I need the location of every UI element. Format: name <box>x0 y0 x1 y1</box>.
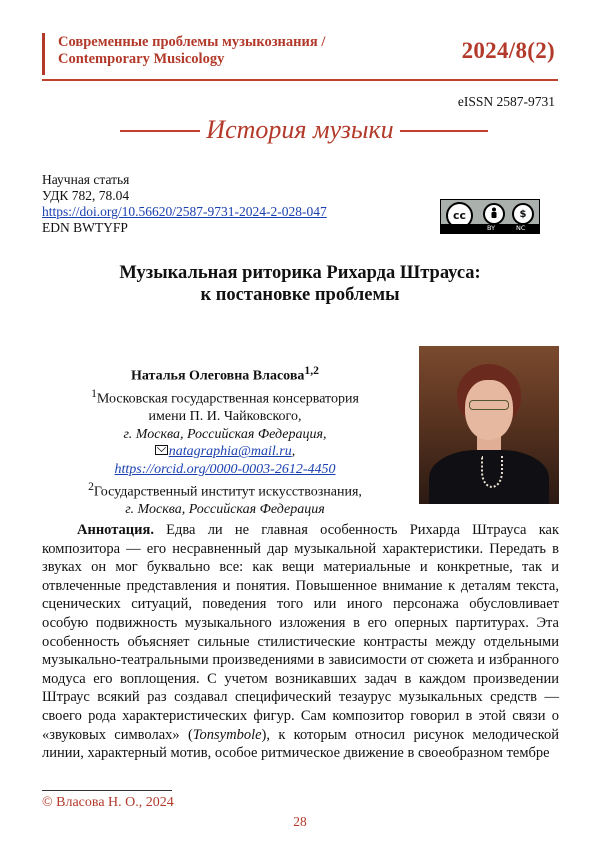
abstract-text-end: ), к которым относил рисунок мелодической линии, характерный мотив, особое ритмическое движение в своеобразном тембре <box>42 726 559 762</box>
abstract-text: Едва ли не главная особенность Рихарда Штрауса как композитора — его несравненный дар музыкальной характеристики. Передать в звуках он мог буквально все: как вещи материальные и конкретные, так и отвлеченные представления и понятия. Повышенное внимание к деталям текста, сценических ситуаций, поведения того или иного персонажа обусловливает особую подвижность музыкального изложения в его оперных партитурах. Эта особенность объясняет сильные стилистические контрасты между отдельными музыкально-театральными произведениями в зависимости от сюжета и избранного модуса его воплощения. С учетом возникавших задач в каждом произведении Штраус всякий раз создавал специфический тезаурус музыкальных средств — своего рода характеристических фигур. Сам композитор говорил в этой связи о «звуковых символах» ( <box>42 522 559 743</box>
noncommercial-icon: $ <box>512 203 534 225</box>
affiliation-1-sup: 1 <box>91 387 97 401</box>
article-title-line1: Музыкальная риторика Рихарда Штрауса: <box>119 263 481 283</box>
author-name: Наталья Олеговна Власова <box>131 368 305 384</box>
email-link[interactable]: natagraphia@mail.ru <box>168 444 292 460</box>
affiliation-1-line2: имени П. И. Чайковского, <box>148 409 302 425</box>
udk: УДК 782, 78.04 <box>42 188 130 203</box>
abstract-term: Tonsymbole <box>192 726 262 743</box>
cc-license-badge[interactable] <box>440 199 540 234</box>
article-title-line2: к постановке проблемы <box>200 285 400 305</box>
affiliation-2-line1: Государственный институт искусствознания, <box>93 484 362 500</box>
issue-number: 2024/8(2) <box>461 38 555 63</box>
journal-title <box>58 34 388 68</box>
affiliation-2-city: г. Москва, Российская Федерация <box>125 502 325 518</box>
edn: EDN BWTYFP <box>42 220 128 235</box>
abstract <box>42 521 559 763</box>
affiliation-1-city: г. Москва, Российская Федерация, <box>123 426 327 442</box>
envelope-icon <box>155 445 168 455</box>
header-accent-bar <box>42 33 45 75</box>
attribution-icon <box>483 203 505 225</box>
by-label: BY <box>487 224 496 232</box>
orcid-link[interactable]: https://orcid.org/0000-0003-2612-4450 <box>114 461 336 477</box>
article-type: Научная статья <box>42 172 130 187</box>
eissn: eISSN 2587-9731 <box>457 94 555 109</box>
article-title <box>42 262 558 306</box>
affiliation-2-sup: 2 <box>88 480 94 494</box>
author-block <box>60 362 390 519</box>
section-heading <box>42 113 558 149</box>
author-photo <box>419 346 559 504</box>
author-name-sup: 1,2 <box>304 364 319 377</box>
doi-link[interactable]: https://doi.org/10.56620/2587-9731-2024-2-028-047 <box>42 204 327 219</box>
article-meta <box>42 172 327 236</box>
section-title: История музыки <box>200 115 399 144</box>
cc-icon: cc <box>446 202 473 229</box>
journal-title-en: Contemporary Musicology <box>58 51 225 67</box>
nc-label: NC <box>516 224 526 232</box>
page-number: 28 <box>293 814 307 829</box>
journal-title-ru: Современные проблемы музыкознания / <box>58 34 326 50</box>
footer-divider <box>42 790 172 791</box>
abstract-label: Аннотация. <box>77 522 154 538</box>
header-divider <box>42 79 558 81</box>
affiliation-1-line1: Московская государственная консерватория <box>96 391 359 407</box>
copyright: © Власова Н. О., 2024 <box>42 795 174 810</box>
email-suffix: , <box>291 444 296 460</box>
